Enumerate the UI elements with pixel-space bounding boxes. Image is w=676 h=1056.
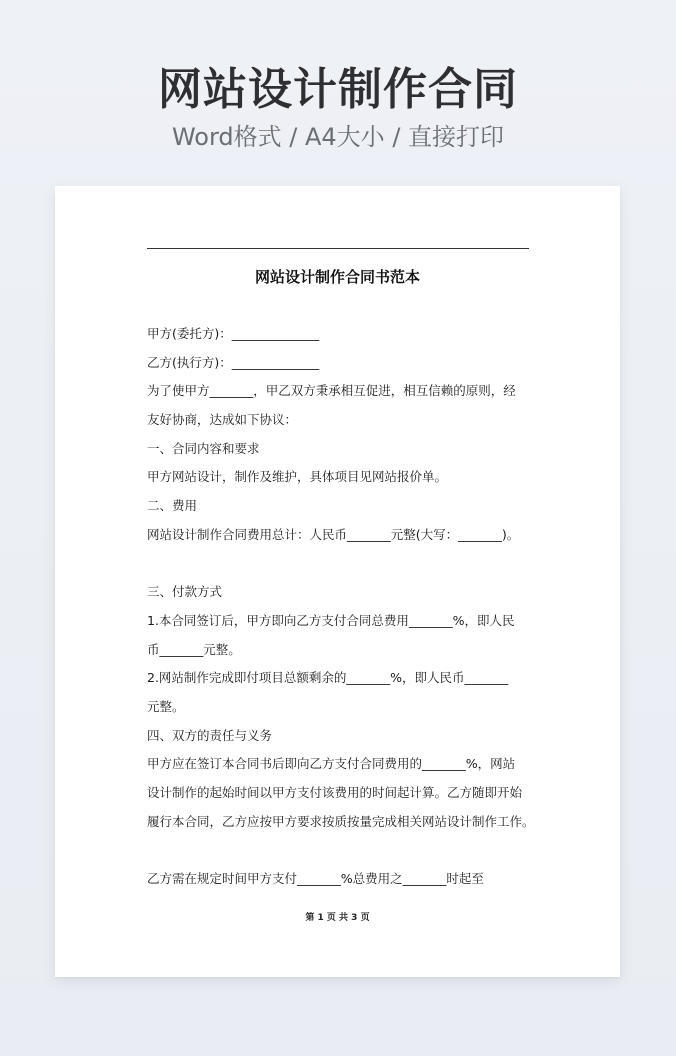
preamble-line: 为了使甲方_______，甲乙双方秉承相互促进，相互信赖的原则，经 [147,383,516,399]
preamble-line: 友好协商，达成如下协议： [147,412,298,428]
party-b-line: 乙方(执行方)：______________ [147,354,320,370]
party-a-line: 甲方(委托方)：______________ [147,326,320,341]
paragraph-line: 履行本合同，乙方应按甲方要求按质按量完成相关网站设计制作工作。 [147,813,535,829]
paragraph-line: 乙方需在规定时间甲方支付_______%总费用之_______时起至 [147,871,484,887]
blank-line [147,550,539,579]
paragraph-line: 甲方网站设计，制作及维护，具体项目见网站报价单。 [147,469,448,485]
paragraph-line: 甲方应在签订本合同书后即向乙方支付合同费用的_______%，网站 [147,756,516,772]
header-rule [147,248,529,249]
banner-subtitle: Word格式 / A4大小 / 直接打印 [171,123,505,151]
document-body [147,320,539,894]
page-number: 第 1 页 共 3 页 [305,913,370,923]
paragraph-line: 设计制作的起始时间以甲方支付该费用的时间起计算。乙方随即开始 [147,785,523,800]
paragraph-line: 元整。 [147,698,185,714]
paragraph-line: 1.本合同签订后，甲方即向乙方支付合同总费用_______%，即人民 [147,612,515,628]
section-heading: 四、双方的责任与义务 [147,727,273,743]
section-heading: 二、费用 [147,498,198,514]
banner-title: 网站设计制作合同 [158,64,518,115]
section-heading: 三、付款方式 [147,584,223,600]
paragraph-line: 币_______元整。 [147,641,241,657]
document-page [55,186,620,977]
section-heading: 一、合同内容和要求 [147,440,260,456]
paragraph-line: 网站设计制作合同费用总计：人民币_______元整(大写：_______)。 [147,526,520,542]
document-title: 网站设计制作合同书范本 [254,268,420,286]
blank-line [147,836,539,865]
paragraph-line: 2.网站制作完成即付项目总额剩余的_______%，即人民币_______ [147,670,509,686]
